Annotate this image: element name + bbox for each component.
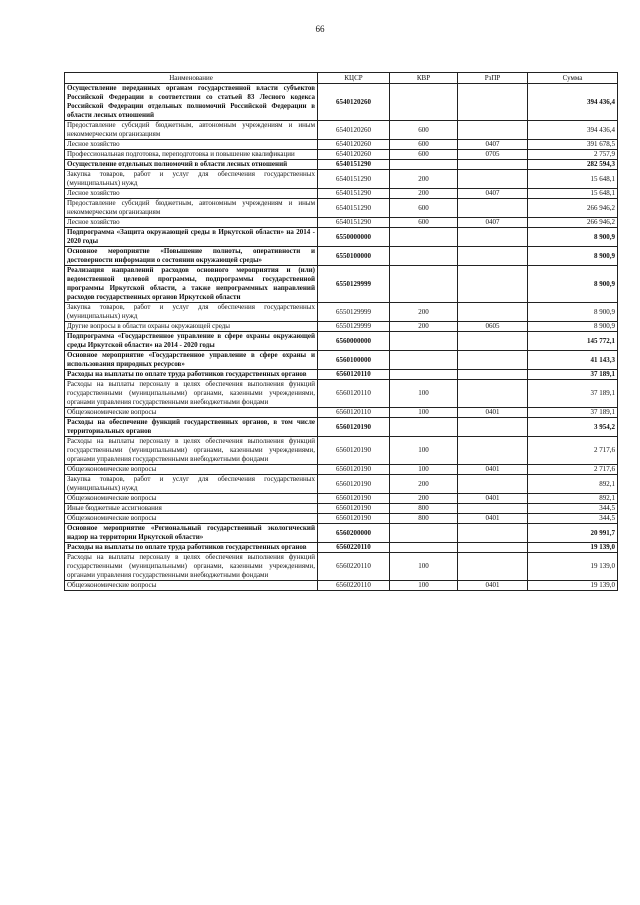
cell-name: Осуществление переданных органам государственной власти субъектов Российской Федерации в соответствии со статьей 83 Лесного кодекса Российской Федерации отдельных полномочий Российской Федерации в области лесных отношений (65, 84, 318, 121)
cell-rzpr (458, 504, 528, 514)
cell-rzpr: 0401 (458, 514, 528, 524)
cell-name: Расходы на выплаты персоналу в целях обеспечения выполнения функций государственными (муниципальными) органами, казенными учреждениями, органами управления государственными внебюджетными фондами (65, 553, 318, 581)
table-row (65, 351, 618, 370)
cell-name: Расходы на выплаты персоналу в целях обеспечения выполнения функций государственными (муниципальными) органами, казенными учреждениями, органами управления государственными внебюджетными фондами (65, 437, 318, 465)
table-row (65, 543, 618, 553)
cell-kvr: 800 (390, 514, 458, 524)
cell-sum: 394 436,4 (528, 121, 618, 140)
cell-kcsr: 6540120260 (318, 84, 390, 121)
cell-kvr: 800 (390, 504, 458, 514)
table-row (65, 475, 618, 494)
budget-table (64, 72, 618, 591)
cell-kcsr: 6540120260 (318, 121, 390, 140)
table-row (65, 408, 618, 418)
table-row (65, 228, 618, 247)
cell-rzpr (458, 170, 528, 189)
cell-name: Расходы на выплаты по оплате труда работников государственных органов (65, 370, 318, 380)
cell-name: Лесное хозяйство (65, 140, 318, 150)
cell-kvr: 100 (390, 553, 458, 581)
cell-kvr: 200 (390, 494, 458, 504)
cell-kcsr: 6550129999 (318, 322, 390, 332)
table-row (65, 514, 618, 524)
cell-kvr: 100 (390, 465, 458, 475)
cell-kcsr: 6540151290 (318, 199, 390, 218)
table-row (65, 199, 618, 218)
cell-rzpr (458, 303, 528, 322)
cell-kvr (390, 247, 458, 266)
cell-sum: 892,1 (528, 494, 618, 504)
table-header (65, 73, 618, 84)
cell-sum: 145 772,1 (528, 332, 618, 351)
table-row (65, 332, 618, 351)
table-row (65, 370, 618, 380)
cell-kvr (390, 543, 458, 553)
cell-kvr (390, 228, 458, 247)
cell-rzpr: 0401 (458, 408, 528, 418)
cell-kcsr: 6560220110 (318, 581, 390, 591)
cell-name: Осуществление отдельных полномочий в области лесных отношений (65, 160, 318, 170)
cell-name: Профессиональная подготовка, переподготовка и повышение квалификации (65, 150, 318, 160)
cell-kvr: 600 (390, 150, 458, 160)
cell-name: Общеэкономические вопросы (65, 465, 318, 475)
cell-name: Общеэкономические вопросы (65, 581, 318, 591)
cell-sum: 37 189,1 (528, 408, 618, 418)
cell-name: Предоставление субсидий бюджетным, автономным учреждениям и иным некоммерческим организациям (65, 199, 318, 218)
cell-kcsr: 6540151290 (318, 218, 390, 228)
cell-rzpr: 0407 (458, 140, 528, 150)
cell-sum: 2 717,6 (528, 437, 618, 465)
cell-sum: 892,1 (528, 475, 618, 494)
cell-rzpr (458, 121, 528, 140)
cell-kvr (390, 84, 458, 121)
cell-kvr (390, 418, 458, 437)
cell-kvr: 200 (390, 475, 458, 494)
cell-rzpr: 0401 (458, 581, 528, 591)
header-row (65, 73, 618, 84)
header-rzpr: РзПР (458, 73, 528, 84)
cell-sum: 15 648,1 (528, 189, 618, 199)
cell-kcsr: 6560120190 (318, 465, 390, 475)
table-row (65, 121, 618, 140)
cell-sum: 41 143,3 (528, 351, 618, 370)
cell-kvr (390, 266, 458, 303)
cell-kcsr: 6560120190 (318, 437, 390, 465)
cell-sum: 2 717,6 (528, 465, 618, 475)
table-row (65, 322, 618, 332)
cell-rzpr (458, 160, 528, 170)
table-body (65, 84, 618, 591)
table-row (65, 218, 618, 228)
cell-name: Основное мероприятие «Повышение полноты, оперативности и достоверности информации о состоянии окружающей среды» (65, 247, 318, 266)
cell-rzpr: 0407 (458, 218, 528, 228)
cell-sum: 20 991,7 (528, 524, 618, 543)
cell-kcsr: 6560100000 (318, 351, 390, 370)
cell-kvr: 600 (390, 140, 458, 150)
cell-rzpr (458, 380, 528, 408)
cell-sum: 15 648,1 (528, 170, 618, 189)
cell-name: Закупка товаров, работ и услуг для обеспечения государственных (муниципальных) нужд (65, 475, 318, 494)
cell-sum: 266 946,2 (528, 218, 618, 228)
cell-rzpr: 0407 (458, 189, 528, 199)
cell-sum: 2 757,9 (528, 150, 618, 160)
cell-rzpr (458, 351, 528, 370)
table-row (65, 160, 618, 170)
cell-name: Лесное хозяйство (65, 218, 318, 228)
cell-kcsr: 6560120110 (318, 370, 390, 380)
cell-sum: 344,5 (528, 514, 618, 524)
cell-rzpr: 0401 (458, 465, 528, 475)
cell-name: Иные бюджетные ассигнования (65, 504, 318, 514)
cell-rzpr: 0401 (458, 494, 528, 504)
table-row (65, 247, 618, 266)
cell-kcsr: 6540120260 (318, 150, 390, 160)
cell-rzpr (458, 199, 528, 218)
cell-kvr: 200 (390, 189, 458, 199)
cell-rzpr (458, 418, 528, 437)
cell-rzpr (458, 84, 528, 121)
cell-kvr (390, 160, 458, 170)
cell-sum: 3 954,2 (528, 418, 618, 437)
cell-sum: 37 189,1 (528, 370, 618, 380)
cell-name: Общеэкономические вопросы (65, 494, 318, 504)
cell-name: Расходы на выплаты по оплате труда работников государственных органов (65, 543, 318, 553)
cell-rzpr: 0705 (458, 150, 528, 160)
cell-sum: 19 139,0 (528, 581, 618, 591)
cell-name: Основное мероприятие «Региональный государственный экологический надзор на территории Иркутской области» (65, 524, 318, 543)
cell-kcsr: 6550129999 (318, 266, 390, 303)
cell-name: Общеэкономические вопросы (65, 408, 318, 418)
cell-rzpr (458, 247, 528, 266)
header-sum: Сумма (528, 73, 618, 84)
cell-kcsr: 6560120110 (318, 380, 390, 408)
cell-kcsr: 6560120110 (318, 408, 390, 418)
cell-name: Лесное хозяйство (65, 189, 318, 199)
cell-sum: 8 900,9 (528, 322, 618, 332)
table-row (65, 524, 618, 543)
cell-kcsr: 6560200000 (318, 524, 390, 543)
cell-rzpr (458, 475, 528, 494)
cell-name: Расходы на выплаты персоналу в целях обеспечения выполнения функций государственными (муниципальными) органами, казенными учреждениями, органами управления государственными внебюджетными фондами (65, 380, 318, 408)
cell-rzpr (458, 332, 528, 351)
cell-kvr (390, 524, 458, 543)
cell-kcsr: 6560120190 (318, 418, 390, 437)
cell-sum: 266 946,2 (528, 199, 618, 218)
table-row (65, 189, 618, 199)
table-row (65, 303, 618, 322)
table-row (65, 380, 618, 408)
table-row (65, 437, 618, 465)
table-row (65, 494, 618, 504)
cell-rzpr (458, 437, 528, 465)
header-kcsr: КЦСР (318, 73, 390, 84)
cell-sum: 19 139,0 (528, 543, 618, 553)
cell-kcsr: 6540151290 (318, 170, 390, 189)
cell-kcsr: 6560220110 (318, 543, 390, 553)
table-row (65, 140, 618, 150)
cell-sum: 394 436,4 (528, 84, 618, 121)
cell-name: Основное мероприятие «Государственное управление в сфере охраны и использования природных ресурсов» (65, 351, 318, 370)
cell-rzpr (458, 543, 528, 553)
table-row (65, 170, 618, 189)
cell-sum: 282 594,3 (528, 160, 618, 170)
cell-kvr: 200 (390, 170, 458, 189)
cell-rzpr: 0605 (458, 322, 528, 332)
cell-name: Реализация направлений расходов основного мероприятия и (или) ведомственной целевой программы, подпрограммы государственной программы Иркутской области, а также непрограммных направлений расходов государственных органов Иркутской области (65, 266, 318, 303)
table-row (65, 84, 618, 121)
cell-kcsr: 6550100000 (318, 247, 390, 266)
cell-sum: 8 900,9 (528, 266, 618, 303)
cell-name: Другие вопросы в области охраны окружающей среды (65, 322, 318, 332)
cell-kcsr: 6560120190 (318, 475, 390, 494)
cell-sum: 391 678,5 (528, 140, 618, 150)
cell-kvr: 100 (390, 380, 458, 408)
cell-kcsr: 6560120190 (318, 494, 390, 504)
cell-kvr (390, 351, 458, 370)
table-row (65, 418, 618, 437)
cell-kvr: 600 (390, 218, 458, 228)
cell-name: Закупка товаров, работ и услуг для обеспечения государственных (муниципальных) нужд (65, 170, 318, 189)
cell-kcsr: 6560220110 (318, 553, 390, 581)
cell-kvr (390, 370, 458, 380)
cell-kvr (390, 332, 458, 351)
cell-name: Подпрограмма «Защита окружающей среды в Иркутской области» на 2014 - 2020 годы (65, 228, 318, 247)
cell-sum: 344,5 (528, 504, 618, 514)
cell-kvr: 200 (390, 303, 458, 322)
cell-sum: 19 139,0 (528, 553, 618, 581)
cell-name: Расходы на обеспечение функций государственных органов, в том числе территориальных органов (65, 418, 318, 437)
cell-kvr: 100 (390, 437, 458, 465)
cell-name: Предоставление субсидий бюджетным, автономным учреждениям и иным некоммерческим организациям (65, 121, 318, 140)
cell-name: Общеэкономические вопросы (65, 514, 318, 524)
cell-kvr: 200 (390, 322, 458, 332)
table-row (65, 465, 618, 475)
cell-kcsr: 6540120260 (318, 140, 390, 150)
cell-kcsr: 6560120190 (318, 504, 390, 514)
table-row (65, 266, 618, 303)
table-row (65, 504, 618, 514)
cell-kvr: 100 (390, 581, 458, 591)
table-row (65, 553, 618, 581)
cell-kcsr: 6540151290 (318, 189, 390, 199)
cell-kcsr: 6550000000 (318, 228, 390, 247)
cell-sum: 8 900,9 (528, 247, 618, 266)
page-number: 66 (315, 24, 325, 34)
cell-sum: 8 900,9 (528, 228, 618, 247)
cell-rzpr (458, 266, 528, 303)
table-row (65, 150, 618, 160)
cell-kcsr: 6560120190 (318, 514, 390, 524)
header-name: Наименование (65, 73, 318, 84)
cell-name: Закупка товаров, работ и услуг для обеспечения государственных (муниципальных) нужд (65, 303, 318, 322)
cell-kvr: 100 (390, 408, 458, 418)
cell-kvr: 600 (390, 121, 458, 140)
cell-kcsr: 6560000000 (318, 332, 390, 351)
cell-kcsr: 6540151290 (318, 160, 390, 170)
cell-sum: 37 189,1 (528, 380, 618, 408)
cell-sum: 8 900,9 (528, 303, 618, 322)
cell-name: Подпрограмма «Государственное управление в сфере охраны окружающей среды Иркутской области» на 2014 - 2020 годы (65, 332, 318, 351)
cell-kvr: 600 (390, 199, 458, 218)
header-kvr: КВР (390, 73, 458, 84)
cell-rzpr (458, 370, 528, 380)
table-row (65, 581, 618, 591)
cell-rzpr (458, 524, 528, 543)
cell-rzpr (458, 553, 528, 581)
cell-rzpr (458, 228, 528, 247)
cell-kcsr: 6550129999 (318, 303, 390, 322)
